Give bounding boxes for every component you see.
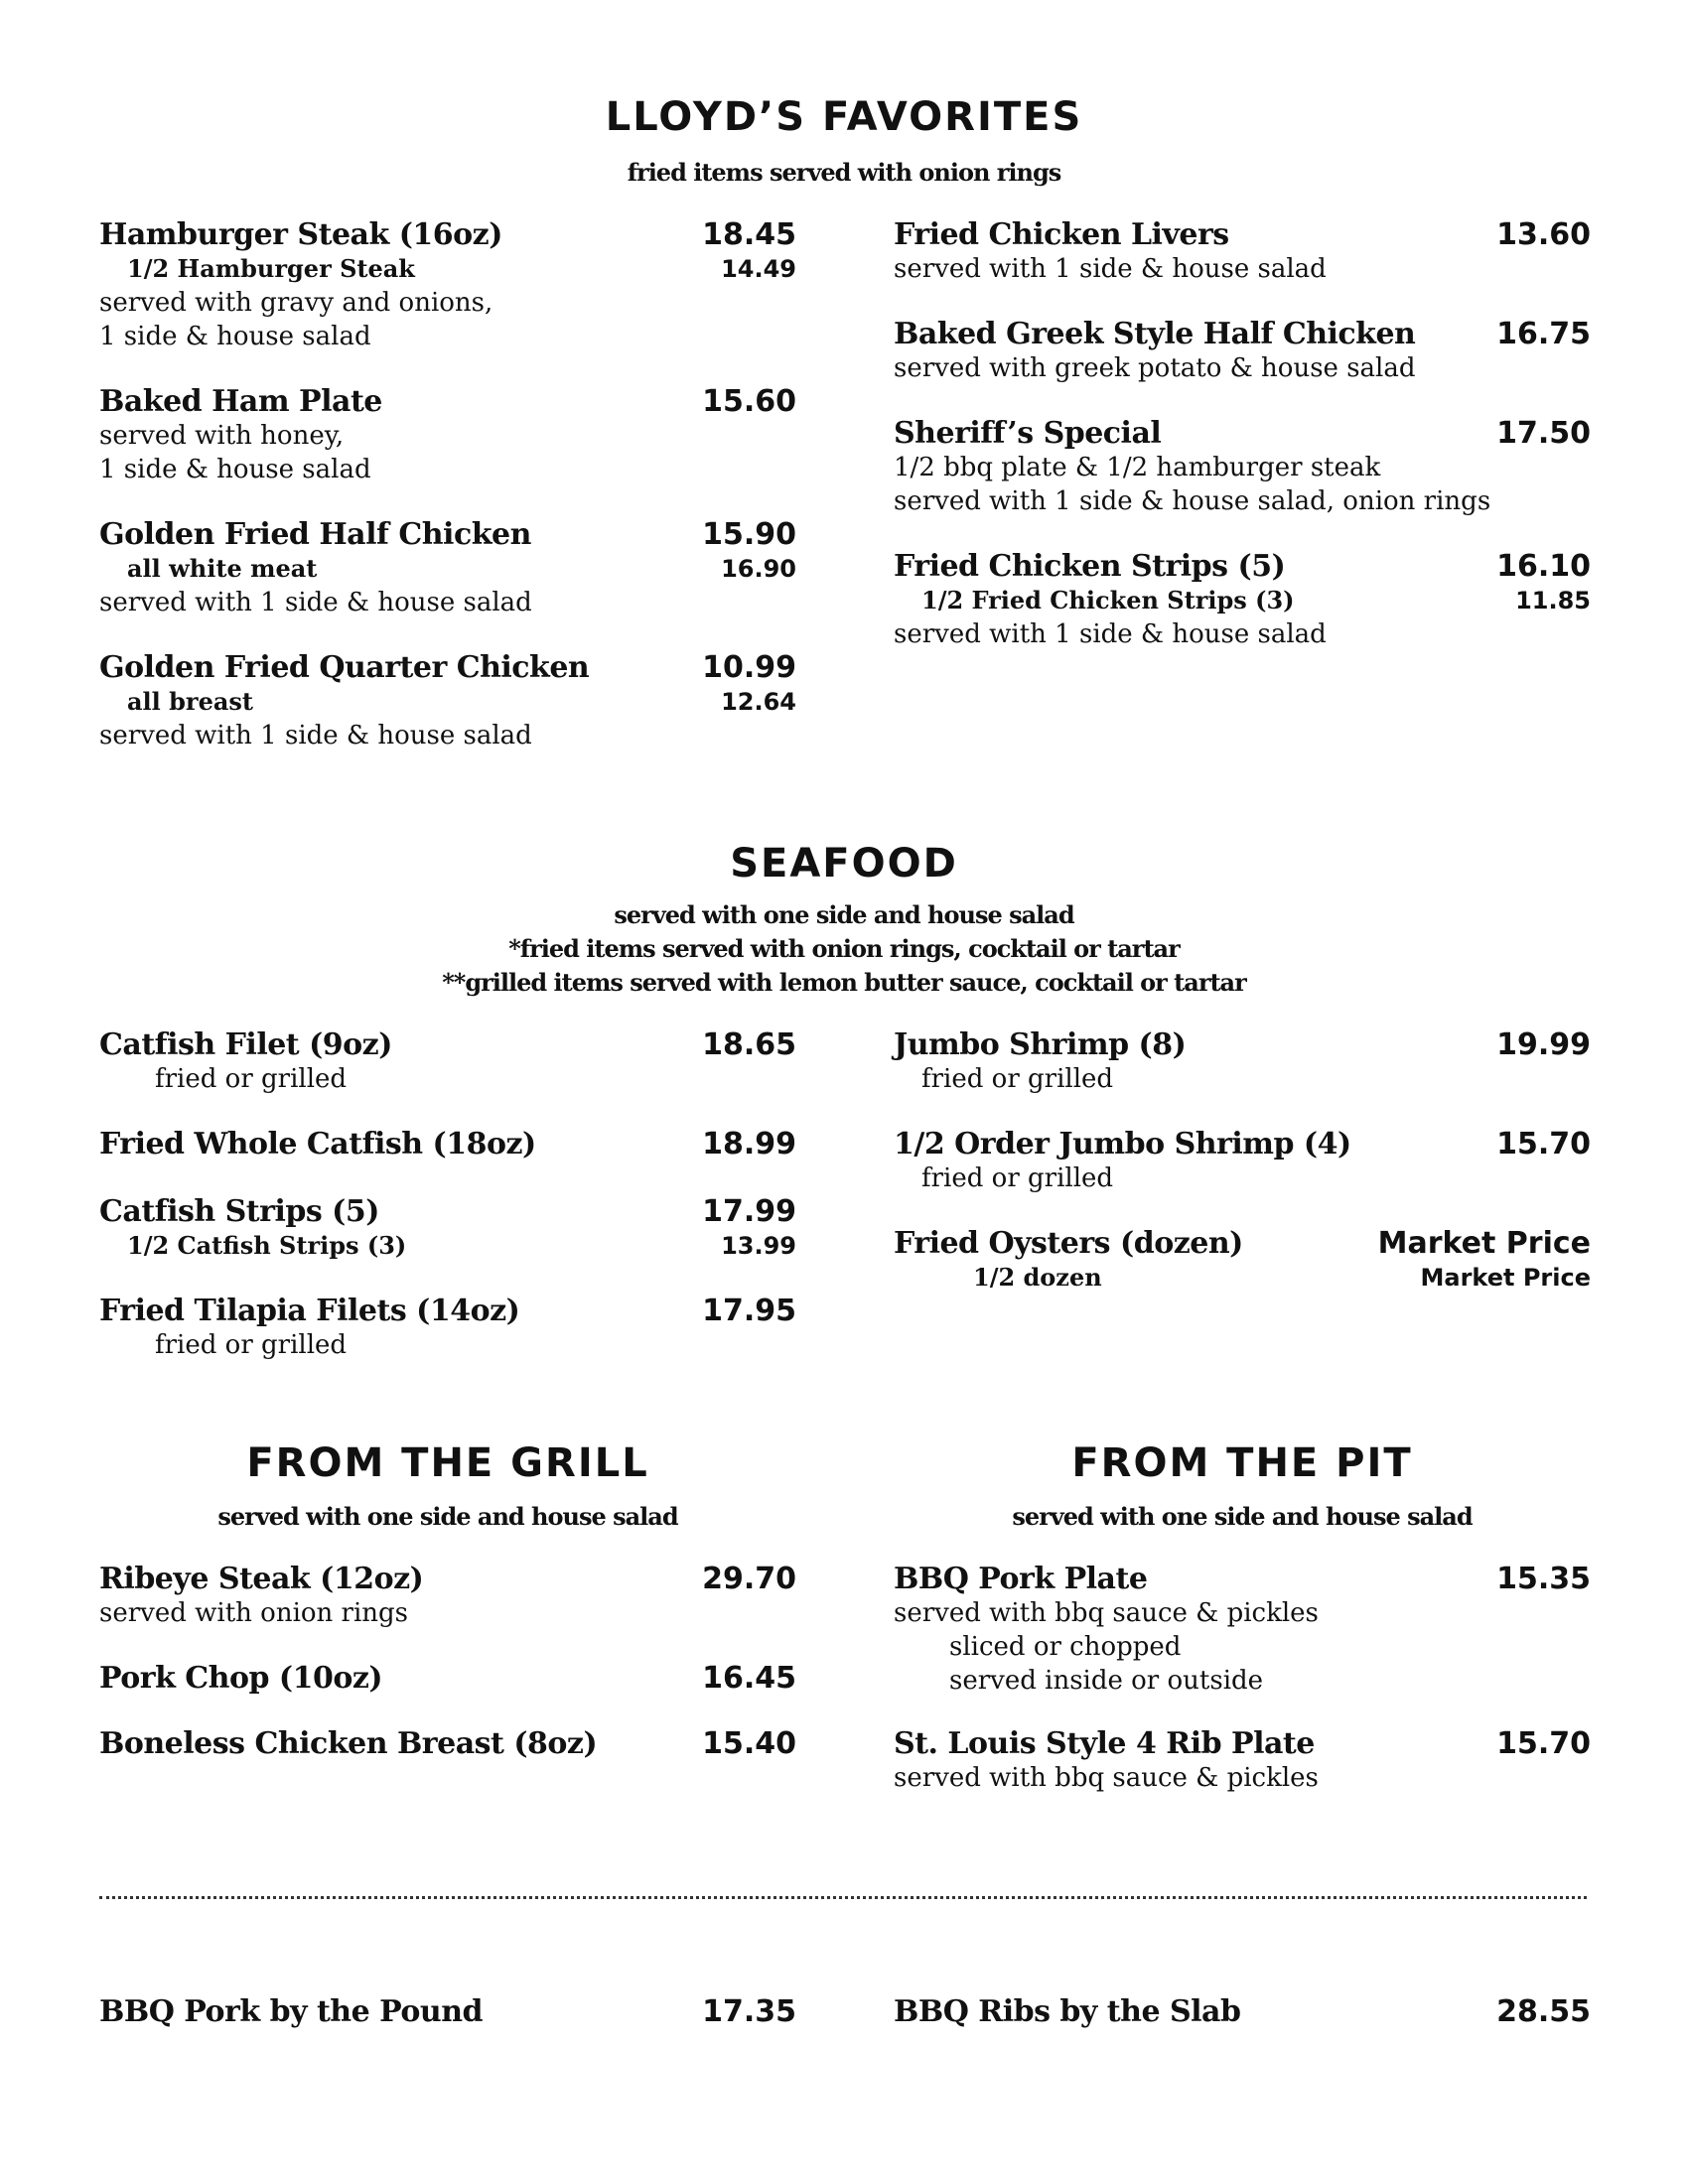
item-price: 17.99: [702, 1194, 796, 1229]
item-name: Jumbo Shrimp (8): [894, 1027, 1187, 1062]
favorites-subtitle: fried items served with onion rings: [627, 158, 1061, 187]
item-name: Baked Ham Plate: [99, 384, 382, 419]
item-description: fried or grilled: [155, 1330, 348, 1360]
menu-item-ribs-by-slab: [894, 1995, 1591, 2029]
item-description: served with honey,: [99, 421, 345, 451]
item-name: Fried Chicken Strips (5): [894, 549, 1286, 584]
item-price: 13.60: [1496, 217, 1591, 252]
item-subprice: Market Price: [1420, 1264, 1591, 1292]
item-name: 1/2 Order Jumbo Shrimp (4): [894, 1127, 1351, 1161]
item-price: 17.95: [702, 1294, 796, 1328]
menu-item-ribeye: [99, 1563, 796, 1630]
item-name: Hamburger Steak (16oz): [99, 217, 502, 252]
item-subprice: 13.99: [721, 1232, 796, 1260]
menu-item-pork-by-pound: [99, 1995, 796, 2029]
item-name: Fried Whole Catfish (18oz): [99, 1127, 536, 1161]
item-price: 17.35: [702, 1994, 796, 2029]
item-price: Market Price: [1377, 1226, 1591, 1261]
item-description: served with 1 side & house salad: [894, 254, 1327, 284]
seafood-title: SEAFOOD: [730, 841, 958, 887]
menu-item-quarter-chicken: [99, 651, 796, 752]
item-name: BBQ Ribs by the Slab: [894, 1994, 1241, 2029]
item-description: served inside or outside: [949, 1666, 1264, 1696]
menu-item-chicken-breast: [99, 1727, 796, 1761]
item-description: served with bbq sauce & pickles: [894, 1763, 1319, 1793]
item-price: 15.70: [1496, 1127, 1591, 1161]
item-name: Fried Chicken Livers: [894, 217, 1229, 252]
item-description: served with 1 side & house salad: [99, 588, 532, 617]
item-price: 18.45: [702, 217, 796, 252]
item-name: Ribeye Steak (12oz): [99, 1562, 424, 1596]
item-description: served with bbq sauce & pickles: [894, 1598, 1319, 1628]
menu-item-pork-chop: [99, 1662, 796, 1696]
item-description: served with 1 side & house salad: [99, 721, 532, 751]
item-price: 15.70: [1496, 1726, 1591, 1761]
menu-item-bbq-pork-plate: [894, 1563, 1591, 1698]
item-price: 16.10: [1496, 549, 1591, 584]
menu-item-chicken-strips: [894, 550, 1591, 651]
item-description: served with greek potato & house salad: [894, 353, 1416, 383]
item-price: 15.35: [1496, 1562, 1591, 1596]
menu-item-rib-plate: [894, 1727, 1591, 1795]
item-subname: 1/2 Fried Chicken Strips (3): [921, 586, 1295, 614]
item-description: sliced or chopped: [949, 1632, 1182, 1662]
item-price: 16.75: [1496, 317, 1591, 351]
item-description: 1/2 bbq plate & 1/2 hamburger steak: [894, 453, 1381, 482]
pit-title: FROM THE PIT: [1071, 1440, 1413, 1486]
menu-item-half-shrimp: [894, 1128, 1591, 1195]
item-price: 18.99: [702, 1127, 796, 1161]
seafood-subtitle-3: **grilled items served with lemon butter sauce, cocktail or tartar: [442, 968, 1246, 997]
menu-item-whole-catfish: [99, 1128, 796, 1161]
favorites-title: LLOYD’S FAVORITES: [605, 94, 1083, 140]
menu-item-hamburger-steak: [99, 218, 796, 353]
item-description: served with 1 side & house salad, onion rings: [894, 486, 1491, 516]
item-name: BBQ Pork by the Pound: [99, 1994, 484, 2029]
menu-item-oysters: [894, 1227, 1591, 1295]
pit-subtitle: served with one side and house salad: [1012, 1502, 1473, 1531]
item-name: St. Louis Style 4 Rib Plate: [894, 1726, 1315, 1761]
item-subprice: 16.90: [721, 555, 796, 583]
item-price: 15.40: [702, 1726, 796, 1761]
grill-title: FROM THE GRILL: [246, 1440, 649, 1486]
menu-item-sheriffs-special: [894, 417, 1591, 518]
item-price: 10.99: [702, 650, 796, 685]
item-name: Catfish Strips (5): [99, 1194, 379, 1229]
item-name: Sheriff’s Special: [894, 416, 1162, 451]
menu-item-baked-ham: [99, 385, 796, 486]
item-subname: 1/2 Hamburger Steak: [127, 254, 415, 283]
item-price: 19.99: [1496, 1027, 1591, 1062]
seafood-subtitle-2: *fried items served with onion rings, cocktail or tartar: [508, 934, 1180, 963]
item-price: 16.45: [702, 1661, 796, 1696]
item-price: 28.55: [1496, 1994, 1591, 2029]
item-name: Golden Fried Half Chicken: [99, 517, 531, 552]
item-description: served with 1 side & house salad: [894, 619, 1327, 649]
seafood-subtitle-1: served with one side and house salad: [614, 900, 1074, 929]
item-description: served with gravy and onions,: [99, 288, 493, 318]
item-subname: 1/2 Catfish Strips (3): [127, 1231, 407, 1260]
item-name: BBQ Pork Plate: [894, 1562, 1148, 1596]
item-description: served with onion rings: [99, 1598, 409, 1628]
item-name: Catfish Filet (9oz): [99, 1027, 392, 1062]
item-subprice: 14.49: [721, 255, 796, 283]
item-description: fried or grilled: [921, 1163, 1114, 1193]
menu-item-greek-chicken: [894, 318, 1591, 385]
item-price: 18.65: [702, 1027, 796, 1062]
item-name: Pork Chop (10oz): [99, 1661, 383, 1696]
item-name: Fried Oysters (dozen): [894, 1226, 1243, 1261]
item-description: 1 side & house salad: [99, 455, 371, 484]
item-description: fried or grilled: [155, 1064, 348, 1094]
item-name: Baked Greek Style Half Chicken: [894, 317, 1416, 351]
menu-item-half-chicken: [99, 518, 796, 619]
dotted-divider: [99, 1896, 1587, 1899]
item-subname: all breast: [127, 687, 253, 716]
item-description: 1 side & house salad: [99, 322, 371, 351]
item-subname: all white meat: [127, 554, 318, 583]
item-subname: 1/2 dozen: [973, 1263, 1102, 1292]
menu-item-chicken-livers: [894, 218, 1591, 286]
grill-subtitle: served with one side and house salad: [217, 1502, 678, 1531]
item-name: Golden Fried Quarter Chicken: [99, 650, 590, 685]
item-price: 15.90: [702, 517, 796, 552]
item-name: Fried Tilapia Filets (14oz): [99, 1294, 520, 1328]
item-price: 17.50: [1496, 416, 1591, 451]
menu-item-catfish-strips: [99, 1195, 796, 1263]
menu-item-jumbo-shrimp: [894, 1028, 1591, 1096]
item-name: Boneless Chicken Breast (8oz): [99, 1726, 598, 1761]
menu-item-catfish-filet: [99, 1028, 796, 1096]
menu-item-tilapia: [99, 1295, 796, 1362]
item-subprice: 12.64: [721, 688, 796, 716]
item-description: fried or grilled: [921, 1064, 1114, 1094]
item-price: 29.70: [702, 1562, 796, 1596]
item-price: 15.60: [702, 384, 796, 419]
item-subprice: 11.85: [1515, 587, 1591, 614]
